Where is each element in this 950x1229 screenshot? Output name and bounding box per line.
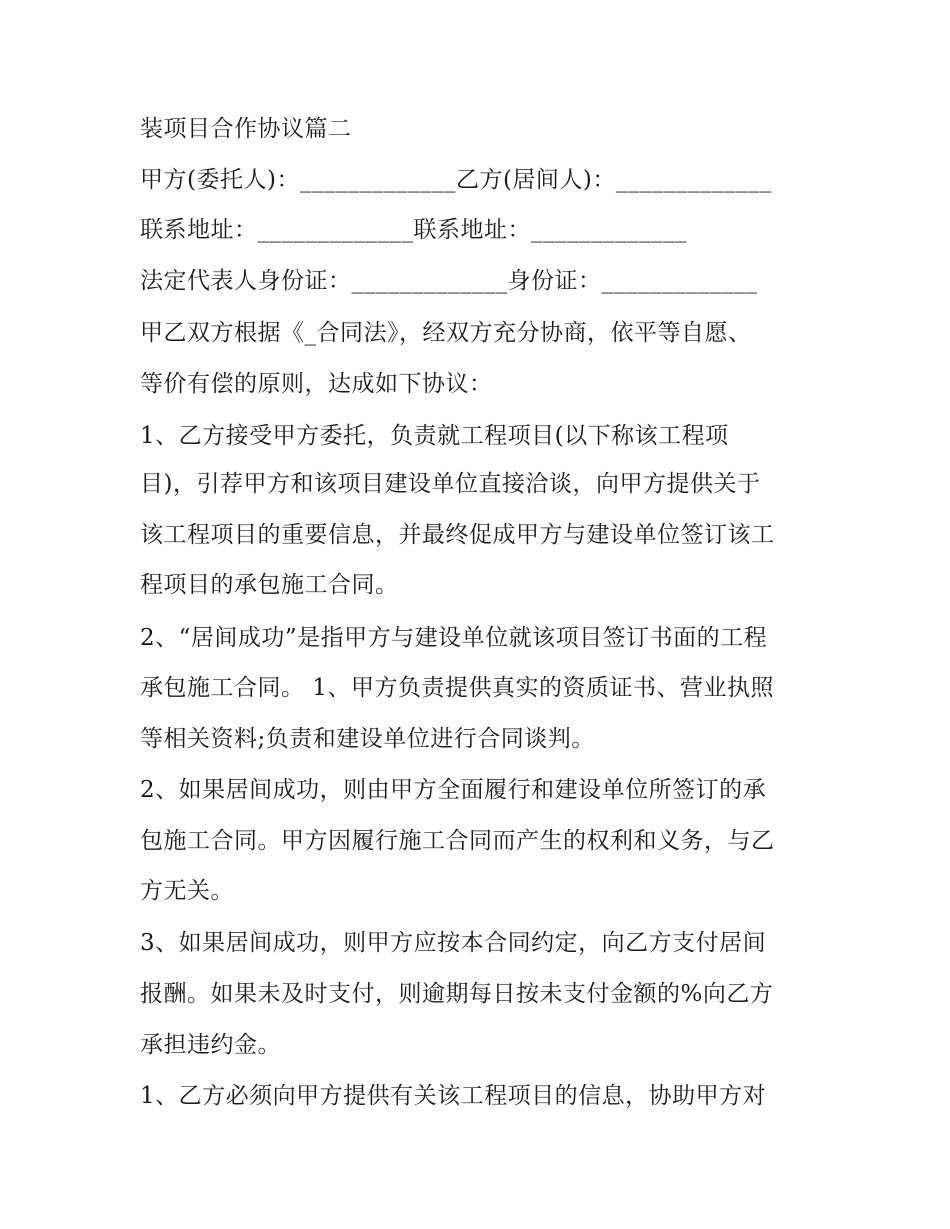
paragraph-line: 1、乙方接受甲方委托，负责就工程项目(以下称该工程项	[140, 423, 729, 449]
party-a-b-field: 甲方(委托人)：_____________乙方(居间人)：_____________	[140, 167, 772, 193]
address-field: 联系地址：_____________联系地址：_____________	[140, 217, 687, 243]
paragraph-line: 目)，引荐甲方和该项目建设单位直接洽谈，向甲方提供关于	[140, 471, 761, 497]
paragraph-line: 等价有偿的原则，达成如下协议：	[140, 371, 493, 397]
paragraph-line: 2、“居间成功”是指甲方与建设单位就该项目签订书面的工程	[140, 625, 768, 651]
paragraph-line: 程项目的承包施工合同。	[140, 572, 399, 598]
paragraph-line: 1、乙方必须向甲方提供有关该工程项目的信息，协助甲方对	[140, 1083, 767, 1109]
paragraph-line: 该工程项目的重要信息，并最终促成甲方与建设单位签订该工	[140, 522, 775, 548]
paragraph-line: 甲乙双方根据《_合同法》，经双方充分协商，依平等自愿、	[140, 320, 752, 346]
document-title: 装项目合作协议篇二	[140, 116, 352, 142]
paragraph-line: 方无关。	[140, 878, 234, 904]
paragraph-line: 2、如果居间成功，则由甲方全面履行和建设单位所签订的承	[140, 777, 767, 803]
paragraph-line: 3、如果居间成功，则甲方应按本合同约定，向乙方支付居间	[140, 930, 767, 956]
paragraph-line: 承包施工合同。 1、甲方负责提供真实的资质证书、营业执照	[140, 675, 774, 701]
paragraph-line: 承担违约金。	[140, 1032, 281, 1058]
paragraph-line: 报酬。如果未及时支付，则逾期每日按未支付金额的%向乙方	[140, 981, 774, 1007]
paragraph-line: 包施工合同。甲方因履行施工合同而产生的权利和义务，与乙	[140, 828, 775, 854]
paragraph-line: 等相关资料;负责和建设单位进行合同谈判。	[140, 726, 595, 752]
id-field: 法定代表人身份证：_____________身份证：_____________	[140, 268, 758, 294]
